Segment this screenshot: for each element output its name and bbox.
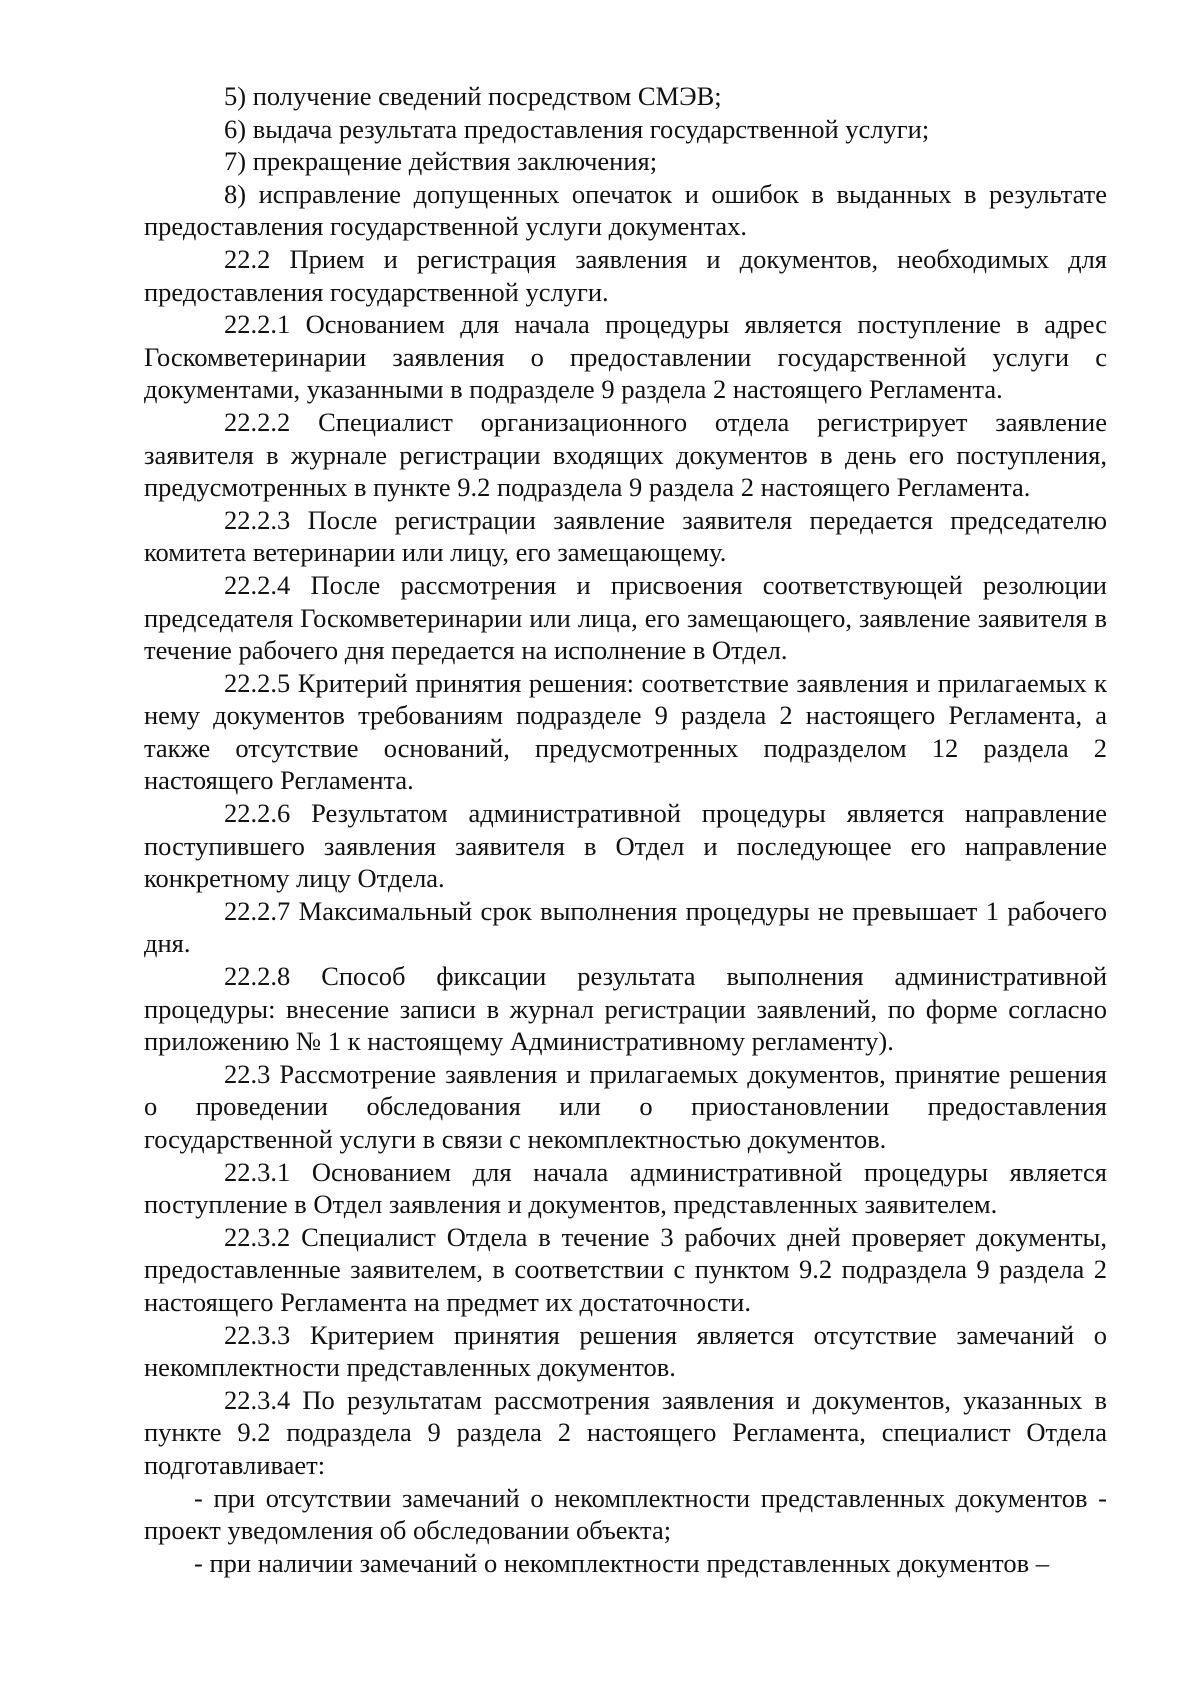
paragraph-22-3-4: 22.3.4 По результатам рассмотрения заявления и документов, указанных в пункте 9.2 подраздела 9 раздела 2 настоящего Регламента, специалист Отдела подготавливает: bbox=[144, 1384, 1107, 1480]
paragraph-22-2-3: 22.2.3 После регистрации заявление заявителя передается председателю комитета ветеринарии или лицу, его замещающему. bbox=[144, 504, 1107, 568]
paragraph-22-2-4: 22.2.4 После рассмотрения и присвоения соответствующей резолюции председателя Госкомветеринарии или лица, его замещающего, заявление заявителя в течение рабочего дня передается на исполнение в Отдел. bbox=[144, 569, 1107, 666]
section-22-2-heading: 22.2 Прием и регистрация заявления и документов, необходимых для предоставления государственной услуги. bbox=[144, 243, 1107, 307]
dash-item-with-remarks: - при наличии замечаний о некомплектности представленных документов – bbox=[194, 1547, 1049, 1578]
paragraph-22-2-2: 22.2.2 Специалист организационного отдела регистрирует заявление заявителя в журнале регистрации входящих документов в день его поступления, предусмотренных в пункте 9.2 подраздела 9 раздела 2 настоящего Регламента. bbox=[144, 406, 1107, 503]
document-body bbox=[144, 80, 1107, 1579]
list-item-6: 6) выдача результата предоставления государственной услуги; bbox=[224, 113, 930, 144]
section-22-3-heading: 22.3 Рассмотрение заявления и прилагаемых документов, принятие решения о проведении обследования или о приостановлении предоставления государственной услуги в связи с некомплектностью документов. bbox=[144, 1058, 1107, 1154]
paragraph-22-3-1: 22.3.1 Основанием для начала административной процедуры является поступление в Отдел заявления и документов, представленных заявителем. bbox=[144, 1156, 1107, 1220]
list-item-8: 8) исправление допущенных опечаток и ошибок в выданных в результате предоставления государственной услуги документах. bbox=[144, 178, 1107, 242]
paragraph-22-2-7: 22.2.7 Максимальный срок выполнения процедуры не превышает 1 рабочего дня. bbox=[144, 895, 1107, 959]
paragraph-22-3-2: 22.3.2 Специалист Отдела в течение 3 рабочих дней проверяет документы, предоставленные заявителем, в соответствии с пунктом 9.2 подраздела 9 раздела 2 настоящего Регламента на предмет их достаточности. bbox=[144, 1221, 1107, 1317]
list-item-5: 5) получение сведений посредством СМЭВ; bbox=[224, 81, 722, 111]
paragraph-22-2-8: 22.2.8 Способ фиксации результата выполнения административной процедуры: внесение записи в журнал регистрации заявлений, по форме согласно приложению № 1 к настоящему Административному регламенту). bbox=[144, 961, 1107, 1057]
paragraph-22-3-3: 22.3.3 Критерием принятия решения является отсутствие замечаний о некомплектности представленных документов. bbox=[144, 1319, 1107, 1383]
dash-item-no-remarks: - при отсутствии замечаний о некомплектности представленных документов - проект уведомления об обследовании объекта; bbox=[144, 1482, 1107, 1546]
paragraph-22-2-6: 22.2.6 Результатом административной процедуры является направление поступившего заявления заявителя в Отдел и последующее его направление конкретному лицу Отдела. bbox=[144, 798, 1107, 894]
paragraph-22-2-1: 22.2.1 Основанием для начала процедуры является поступление в адрес Госкомветеринарии заявления о предоставлении государственной услуги с документами, указанными в подразделе 9 раздела 2 настоящего Регламента. bbox=[144, 309, 1107, 405]
list-item-7: 7) прекращение действия заключения; bbox=[224, 146, 658, 177]
paragraph-22-2-5: 22.2.5 Критерий принятия решения: соответствие заявления и прилагаемых к нему документов требованиям подразделе 9 раздела 2 настоящего Регламента, а также отсутствие оснований, предусмотренных подразделом 12 раздела 2 настоящего Регламента. bbox=[144, 667, 1107, 796]
